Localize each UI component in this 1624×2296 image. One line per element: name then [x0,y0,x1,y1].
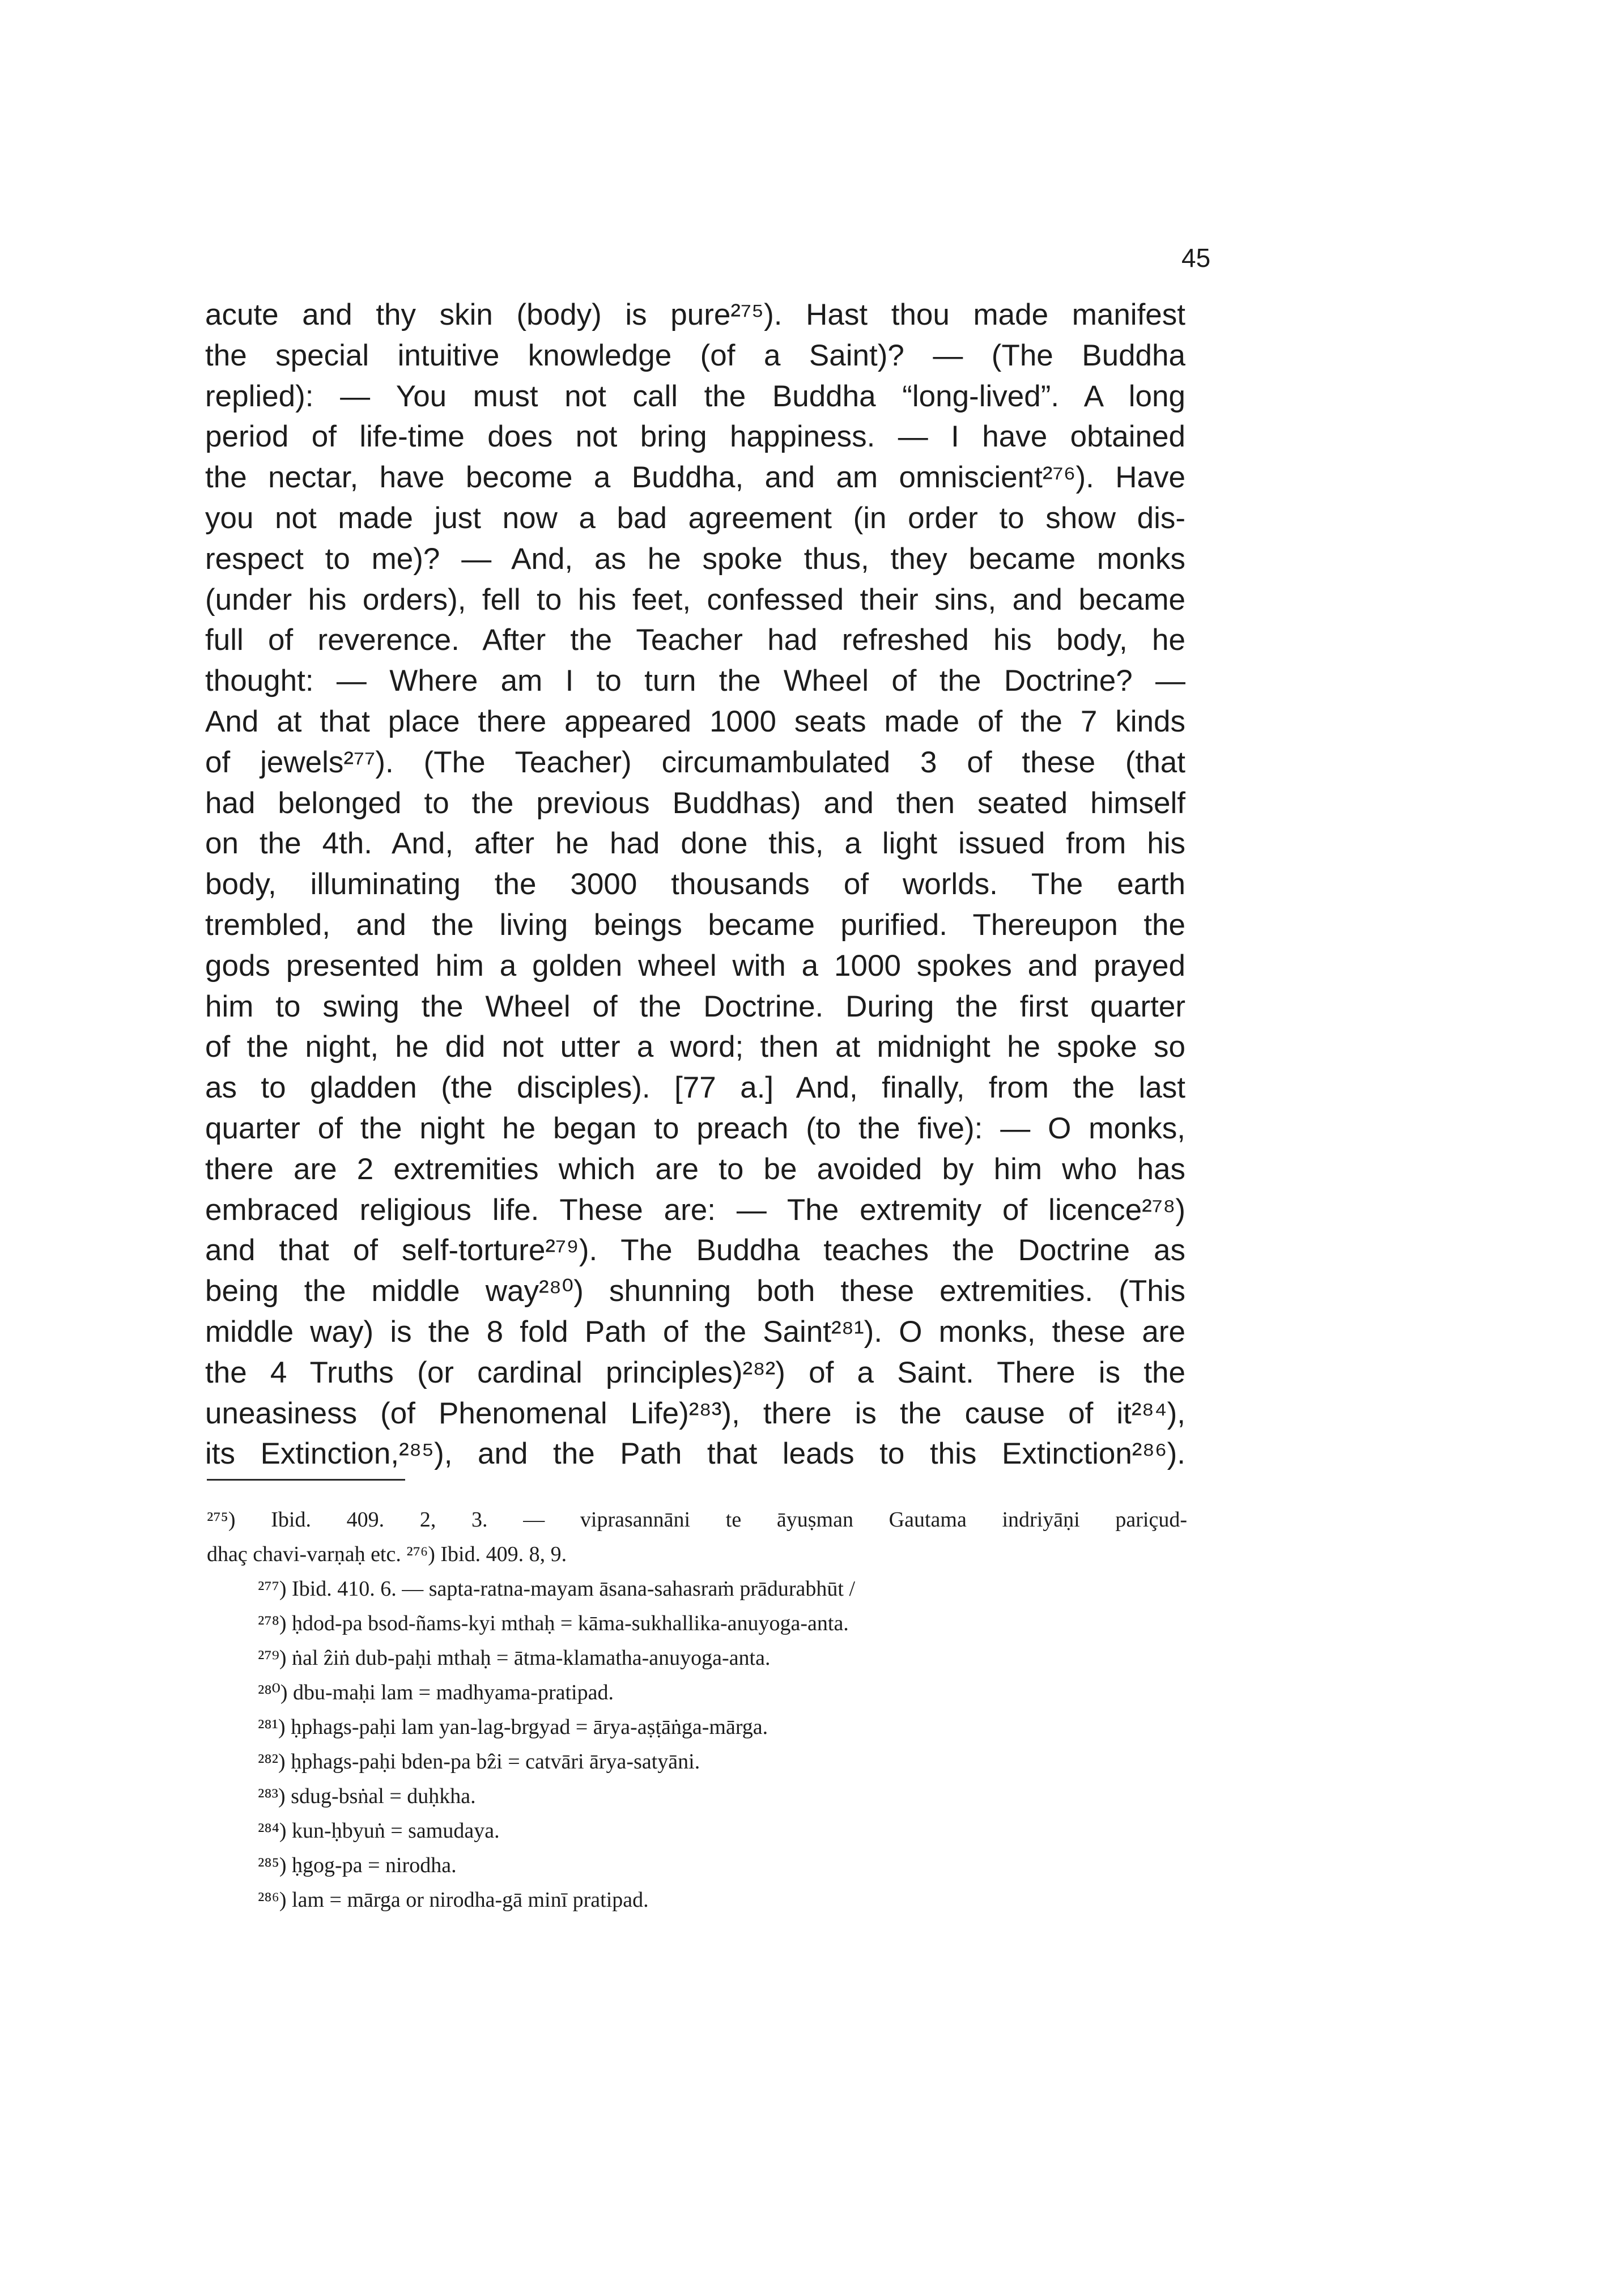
body-line: of the night, he did not utter a word; then at midnight he spoke so [205,1030,1185,1064]
body-line: uneasiness (of Phenomenal Life)²⁸³), there is the cause of it²⁸⁴), [205,1396,1185,1430]
body-line: full of reverence. After the Teacher had refreshed his body, he [205,623,1185,657]
body-line: gods presented him a golden wheel with a 1000 spokes and prayed [205,949,1185,983]
body-line: had belonged to the previous Buddhas) and then seated himself [205,786,1185,820]
footnote-line: ²⁸⁰) dbu-maḥi lam = madhyama-pratipad. [258,1681,614,1704]
body-line: you not made just now a bad agreement (in order to show dis- [205,501,1185,535]
footnote-line: ²⁸⁶) lam = mārga or nirodha-gā minī pratipad. [258,1888,649,1912]
body-line: the special intuitive knowledge (of a Saint)? — (The Buddha [205,338,1185,372]
footnote-line: ²⁷⁸) ḥdod-pa bsod-ñams-kyi mthaḥ = kāma-sukhallika-anuyoga-anta. [258,1612,849,1635]
footnote-line: ²⁸⁴) kun-ḥbyuṅ = samudaya. [258,1819,500,1843]
footnote-line: dhaç chavi-varṇaḥ etc. ²⁷⁶) Ibid. 409. 8, 9. [207,1542,567,1566]
body-line: replied): — You must not call the Buddha “long-lived”. A long [205,379,1185,413]
page-number: 45 [1181,243,1211,273]
body-line: the 4 Truths (or cardinal principles)²⁸²) of a Saint. There is the [205,1355,1185,1389]
body-line: and that of self-torture²⁷⁹). The Buddha teaches the Doctrine as [205,1234,1185,1268]
footnotes [207,1503,1187,1917]
body-line: And at that place there appeared 1000 seats made of the 7 kinds [205,704,1185,738]
body-line: of jewels²⁷⁷). (The Teacher) circumambulated 3 of these (that [205,745,1185,779]
body-line: middle way) is the 8 fold Path of the Saint²⁸¹). O monks, these are [205,1315,1185,1349]
body-line: embraced religious life. These are: — The extremity of licence²⁷⁸) [205,1193,1185,1227]
footnote-line: ²⁷⁷) Ibid. 410. 6. — sapta-ratna-mayam āsana-sahasraṁ prādurabhūt / [258,1577,856,1601]
body-line: there are 2 extremities which are to be avoided by him who has [205,1152,1185,1186]
body-line: acute and thy skin (body) is pure²⁷⁵). Hast thou made manifest [205,298,1185,331]
body-line: thought: — Where am I to turn the Wheel of the Doctrine? — [205,664,1185,698]
body-line: being the middle way²⁸⁰) shunning both these extremities. (This [205,1274,1185,1308]
footnote-line: ²⁷⁵) Ibid. 409. 2, 3. — viprasannāni te āyuṣman Gautama indriyāṇi pariçud- [207,1508,1187,1532]
footnote-divider [207,1479,405,1481]
body-line: quarter of the night he began to preach (to the five): — O monks, [205,1111,1185,1145]
body-line: body, illuminating the 3000 thousands of worlds. The earth [205,868,1185,902]
body-line: its Extinction,²⁸⁵), and the Path that leads to this Extinction²⁸⁶). [205,1437,1185,1471]
body-line: period of life-time does not bring happiness. — I have obtained [205,420,1185,454]
body-line: (under his orders), fell to his feet, confessed their sins, and became [205,582,1185,616]
footnote-line: ²⁸³) sdug-bsṅal = duḥkha. [258,1784,476,1808]
footnote-line: ²⁸¹) ḥphags-paḥi lam yan-lag-brgyad = ārya-aṣṭāṅga-mārga. [258,1715,768,1739]
body-line: the nectar, have become a Buddha, and am omniscient²⁷⁶). Have [205,461,1185,495]
footnote-line: ²⁸⁵) ḥgog-pa = nirodha. [258,1853,457,1877]
body-line: trembled, and the living beings became purified. Thereupon the [205,908,1185,942]
body-line: him to swing the Wheel of the Doctrine. During the first quarter [205,989,1185,1023]
body-line: on the 4th. And, after he had done this, a light issued from his [205,827,1185,861]
body-line: as to gladden (the disciples). [77 a.] And, finally, from the last [205,1071,1185,1105]
footnote-line: ²⁸²) ḥphags-paḥi bden-pa bẑi = catvāri ārya-satyāni. [258,1750,700,1774]
body-line: respect to me)? — And, as he spoke thus, they became monks [205,542,1185,576]
body-text [205,295,1185,1474]
footnote-line: ²⁷⁹) ṅal ẑiṅ dub-paḥi mthaḥ = ātma-klamatha-anuyoga-anta. [258,1646,771,1670]
